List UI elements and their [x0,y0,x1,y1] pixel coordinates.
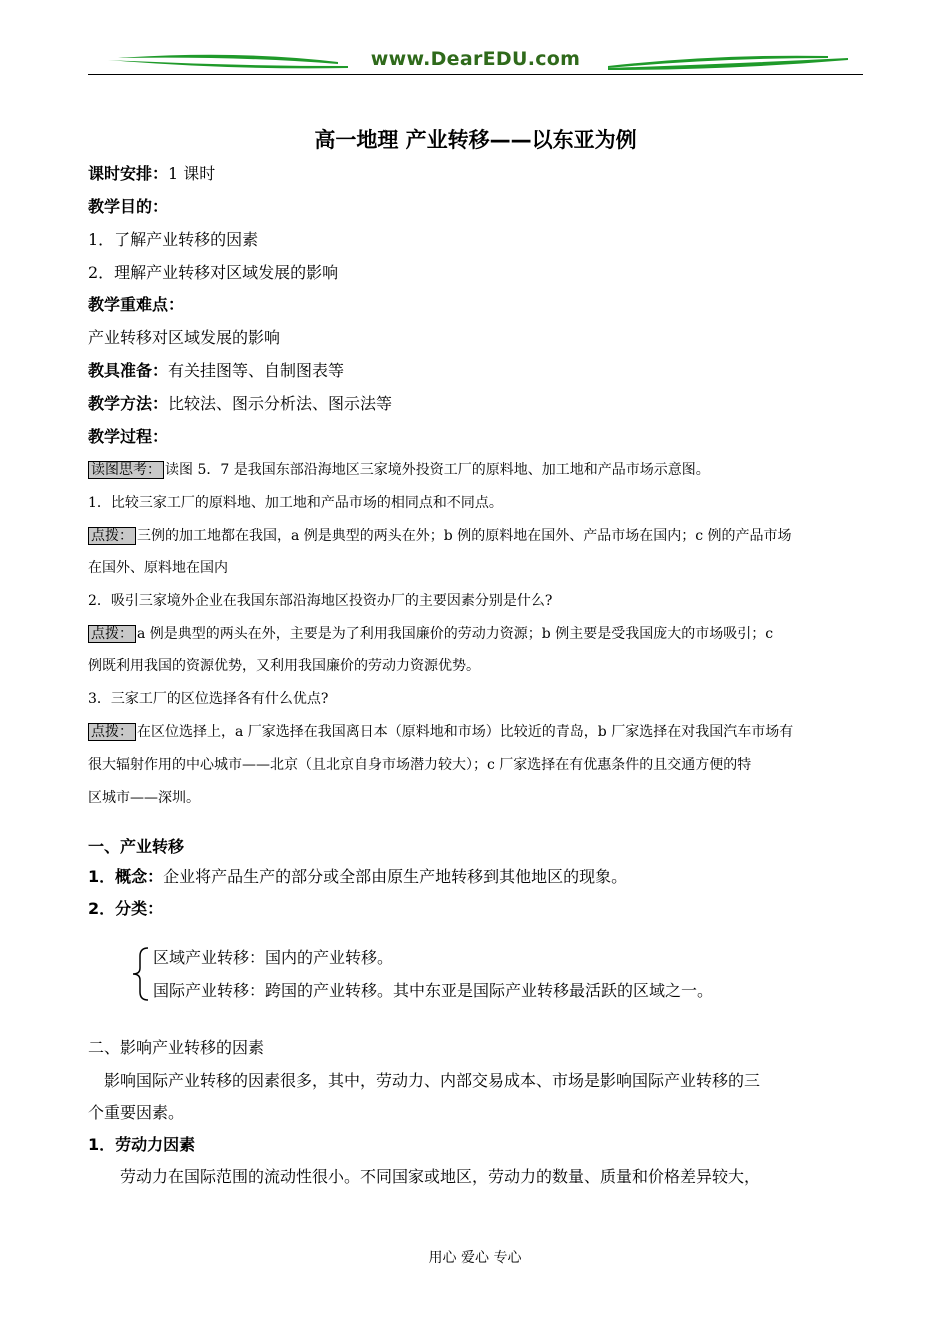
brace-icon [130,946,152,1002]
answer-text: 在国外、原料地在国内 [88,560,228,576]
aim-item: 1．了解产业转移的因素 [88,230,259,249]
section1-heading: 一、产业转移 [88,837,185,856]
read-line [88,460,864,480]
process-label: 教学过程： [88,427,169,446]
read-tag: 读图思考： [88,461,164,479]
schedule-line [88,163,864,185]
page-footer: 用心 爱心 专心 [428,1250,522,1266]
sub1-text: 劳动力在国际范围的流动性很小。不同国家或地区，劳动力的数量、质量和价格差异较大， [120,1167,761,1186]
key-label: 教学重难点： [88,295,185,314]
key-value: 产业转移对区域发展的影响 [88,328,281,347]
question: 3．三家工厂的区位选择各有什么优点? [88,691,329,707]
aims-label: 教学目的： [88,197,169,216]
answer-text: 例既利用我国的资源优势，又利用我国廉价的劳动力资源优势。 [88,658,480,674]
sub1-heading: 1．劳动力因素 [88,1135,196,1154]
answer-text: 三例的加工地都在我国，a 例是典型的两头在外；b 例的原料地在国外、产品市场在国内；c 例的产品市场 [137,528,792,544]
schedule-label: 课时安排： [88,164,169,183]
header-rule [88,74,863,75]
answer-text: 很大辐射作用的中心城市——北京（且北京自身市场潜力较大）；c 厂家选择在有优惠条件的且交通方便的特 [88,757,752,773]
schedule-value: 1 课时 [168,164,216,183]
section2-intro: 个重要因素。 [88,1103,185,1122]
site-header [88,44,863,78]
concept-label: 1．概念： [88,867,164,886]
class-item: 区域产业转移：国内的产业转移。 [153,948,394,967]
hint-tag: 点拨： [88,527,136,545]
method-value: 比较法、图示分析法、图示法等 [168,394,393,413]
answer-text: 在区位选择上，a 厂家选择在我国离日本（原料地和市场）比较近的青岛，b 厂家选择在对我国汽车市场有 [137,724,794,740]
answer-text: 区城市——深圳。 [88,790,200,806]
read-text: 读图 5．7 是我国东部沿海地区三家境外投资工厂的原料地、加工地和产品市场示意图。 [165,462,710,478]
tools-line [88,360,864,382]
hint-tag: 点拨： [88,723,136,741]
site-logo-text[interactable]: www.DearEDU.com [370,48,581,70]
method-label: 教学方法： [88,394,169,413]
aim-item: 2．理解产业转移对区域发展的影响 [88,263,339,282]
tools-value: 有关挂图等、自制图表等 [168,361,345,380]
answer-text: a 例是典型的两头在外，主要是为了利用我国廉价的劳动力资源；b 例主要是受我国庞大的市场吸引；c [137,626,774,642]
hint-tag: 点拨： [88,625,136,643]
class-item: 国际产业转移：跨国的产业转移。其中东亚是国际产业转移最活跃的区域之一。 [153,981,714,1000]
answer-line [88,526,864,546]
class-label: 2．分类： [88,899,164,918]
answer-line [88,722,864,742]
question: 1．比较三家工厂的原料地、加工地和产品市场的相同点和不同点。 [88,495,503,511]
section2-intro: 影响国际产业转移的因素很多，其中，劳动力、内部交易成本、市场是影响国际产业转移的三 [104,1071,761,1090]
section2-heading: 二、影响产业转移的因素 [88,1038,265,1057]
tools-label: 教具准备： [88,361,169,380]
concept-text: 企业将产品生产的部分或全部由原生产地转移到其他地区的现象。 [163,867,628,886]
method-line [88,393,864,415]
concept-line [88,866,864,888]
answer-line [88,624,864,644]
question: 2．吸引三家境外企业在我国东部沿海地区投资办厂的主要因素分别是什么? [88,593,553,609]
page-title: 高一地理 产业转移——以东亚为例 [314,128,637,152]
